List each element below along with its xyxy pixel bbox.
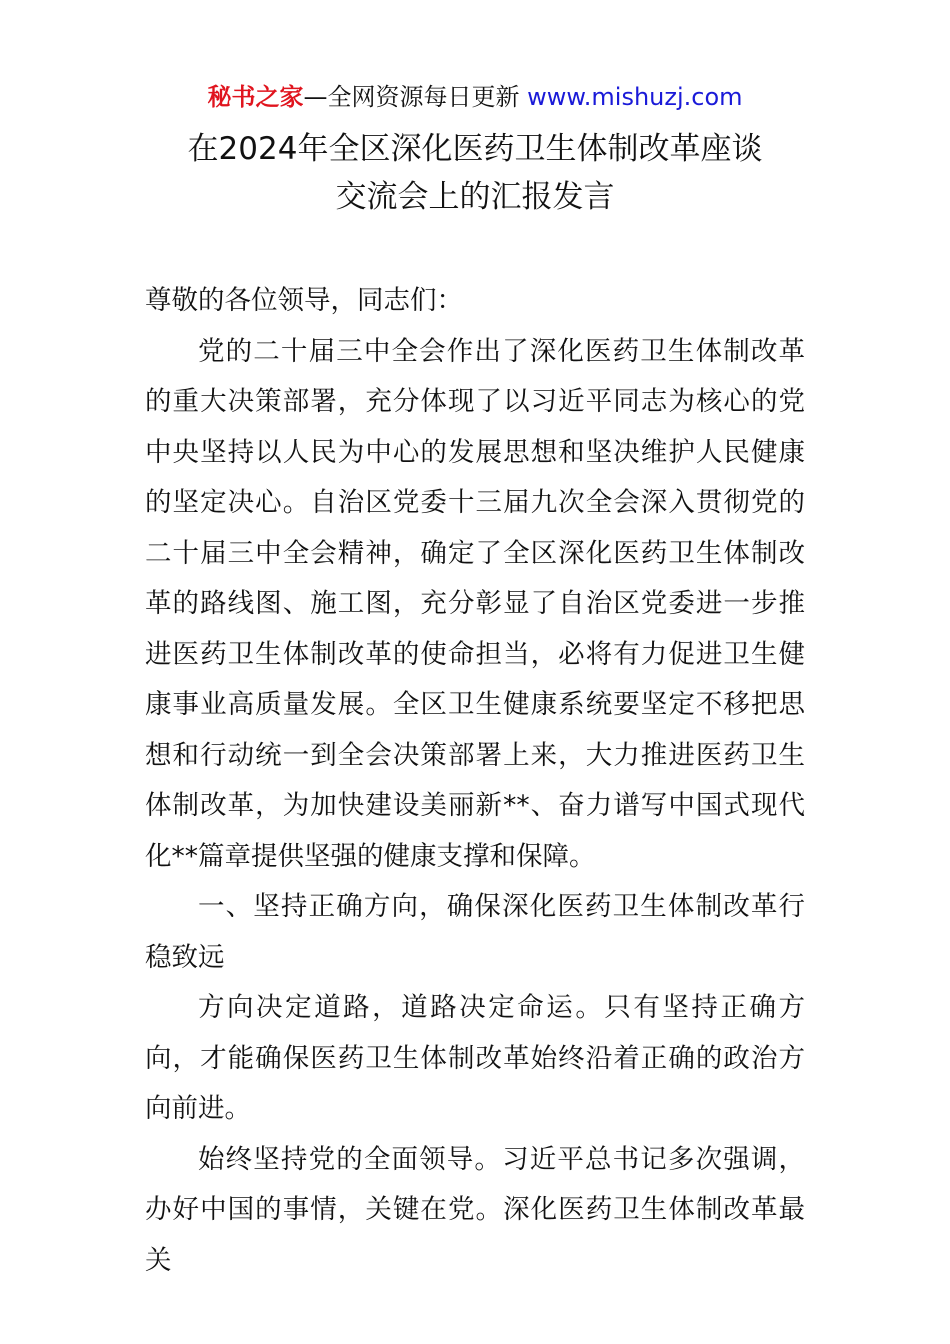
salutation: 尊敬的各位领导，同志们： [145,285,463,316]
document-title-line2: 交流会上的汇报发言 [335,179,615,215]
site-brand: 秘书之家 [207,83,304,111]
document-title-line1: 在2024年全区深化医药卫生体制改革座谈 [187,131,763,167]
site-header [0,80,950,114]
paragraph: 始终坚持党的全面领导。习近平总书记多次强调，办好中国的事情，关键在党。深化医药卫生体制改革最关 [145,1143,805,1276]
document-body [145,276,805,1286]
paragraph: 方向决定道路，道路决定命运。只有坚持正确方向，才能确保医药卫生体制改革始终沿着正确的政治方向前进。 [145,992,805,1124]
site-url[interactable]: www.mishuzj.com [527,83,743,111]
paragraph-intro: 党的二十届三中全会作出了深化医药卫生体制改革的重大决策部署，充分体现了以习近平同志为核心的党中央坚持以人民为中心的发展思想和坚决维护人民健康的坚定决心。自治区党委十三届九次全会深入贯彻党的二十届三中全会精神，确定了全区深化医药卫生体制改革的路线图、施工图，充分彰显了自治区党委进一步推进医药卫生体制改革的使命担当，必将有力促进卫生健康事业高质量发展。全区卫生健康系统要坚定不移把思想和行动统一到全会决策部署上来，大力推进医药卫生体制改革，为加快建设美丽新**、奋力谱写中国式现代化**篇章提供坚强的健康支撑和保障。 [145,335,805,872]
section-heading-1: 一、坚持正确方向，确保深化医药卫生体制改革行稳致远 [145,891,805,973]
site-tagline: —全网资源每日更新 [303,83,520,111]
